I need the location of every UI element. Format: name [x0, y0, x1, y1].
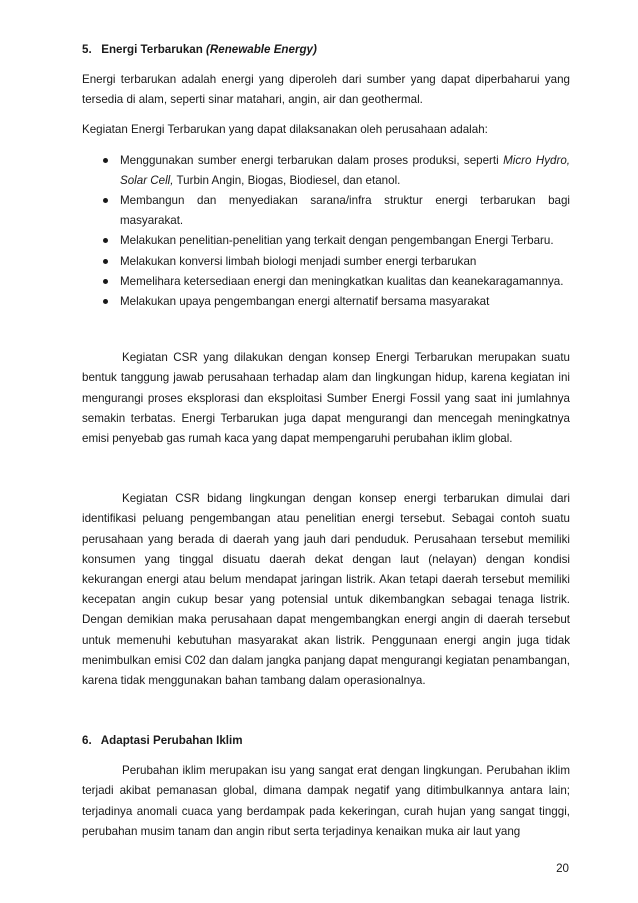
section-5-title-italic: (Renewable Energy) [206, 43, 317, 56]
section-5-number: 5. [82, 43, 92, 56]
paragraph-activities-intro: Kegiatan Energi Terbarukan yang dapat dilaksanakan oleh perusahaan adalah: [82, 123, 488, 137]
list-item-text: Memelihara ketersediaan energi dan meningkatkan kualitas dan keanekaragamannya. [120, 274, 564, 288]
paragraph-csr-example: Kegiatan CSR bidang lingkungan dengan konsep energi terbarukan dimulai dari identifikasi peluang pengembangan atau penelitian energi tersebut. Sebagai contoh suatu perusahaan yang berada di daerah yang jauh dari penduduk. Perusahaan tersebut memiliki konsumen yang tinggal disuatu daerah dekat dengan laut (nelayan) dengan kondisi kekurangan energi atau belum mendapat jaringan listrik. Akan tetapi daerah tersebut memiliki kecepatan angin cukup besar yang potensial untuk dikembangkan sebagai tenaga listrik. Dengan demikian maka perusahaan dapat mengembangkan energi angin di daerah tersebut untuk memenuhi kebutuhan masyarakat akan listrik. Penggunaan energi angin juga tidak menimbulkan emisi C02 dan dalam jangka panjang dapat mengurangi kegiatan penambangan, karena tidak menggunakan bahan tambang dalam operasionalnya. [82, 492, 570, 688]
page-content [82, 40, 570, 842]
list-item-text: Melakukan upaya pengembangan energi alternatif bersama masyarakat [120, 295, 490, 309]
list-item [82, 272, 570, 292]
bullet-icon [103, 158, 108, 163]
paragraph-csr-renewable: Kegiatan CSR yang dilakukan dengan konsep Energi Terbarukan merupakan suatu bentuk tanggung jawab perusahaan terhadap alam dan lingkungan hidup, karena kegiatan ini mengurangi proses eksplorasi dan eksploitasi Sumber Energi Fossil yang saat ini jumlahnya semakin terbatas. Energi Terbarukan juga dapat mengurangi dan mencegah meningkatnya emisi penyebab gas rumah kaca yang dapat mempengaruhi perubahan iklim global. [82, 351, 570, 446]
section-6-title: Adaptasi Perubahan Iklim [100, 734, 243, 748]
list-item-text: Membangun dan menyediakan sarana/infra struktur energi terbarukan bagi masyarakat. [120, 194, 570, 228]
paragraph-definition: Energi terbarukan adalah energi yang diperoleh dari sumber yang dapat diperbaharui yang tersedia di alam, seperti sinar matahari, angin, air dan geothermal. [82, 73, 570, 107]
paragraph-climate-change: Perubahan iklim merupakan isu yang sangat erat dengan lingkungan. Perubahan iklim terjadi akibat pemanasan global, dimana dampak negatif yang ditimbulkannya antara lain; terjadinya anomali cuaca yang berdampak pada kekeringan, curah hujan yang sangat tinggi, perubahan musim tanam dan angin ribut serta terjadinya kenaikan muka air laut yang [82, 764, 570, 838]
section-6-number: 6. [82, 734, 92, 748]
page-number: 20 [556, 862, 569, 875]
list-item-text: Menggunakan sumber energi terbarukan dalam proses produksi, seperti [120, 153, 504, 167]
bullet-icon [103, 259, 108, 264]
list-item-text: Melakukan penelitian-penelitian yang terkait dengan pengembangan Energi Terbaru. [120, 234, 554, 248]
list-item [82, 252, 570, 272]
bullet-icon [103, 279, 108, 284]
list-item [82, 151, 570, 191]
list-item [82, 292, 570, 312]
list-item [82, 191, 570, 231]
list-item-text: Melakukan konversi limbah biologi menjadi sumber energi terbarukan [120, 254, 477, 268]
list-item-text-cont: Turbin Angin, Biogas, Biodiesel, dan etanol. [173, 173, 401, 187]
bullet-icon [103, 299, 108, 304]
bullet-icon [103, 198, 108, 203]
section-6-heading [82, 731, 570, 751]
list-item-italic-text: Micro Hydro, Solar Cell, [120, 153, 570, 187]
activities-list [82, 151, 570, 313]
section-5-heading [82, 40, 570, 60]
bullet-icon [103, 238, 108, 243]
section-5-title: Energi Terbarukan [101, 43, 207, 56]
list-item [82, 231, 570, 251]
